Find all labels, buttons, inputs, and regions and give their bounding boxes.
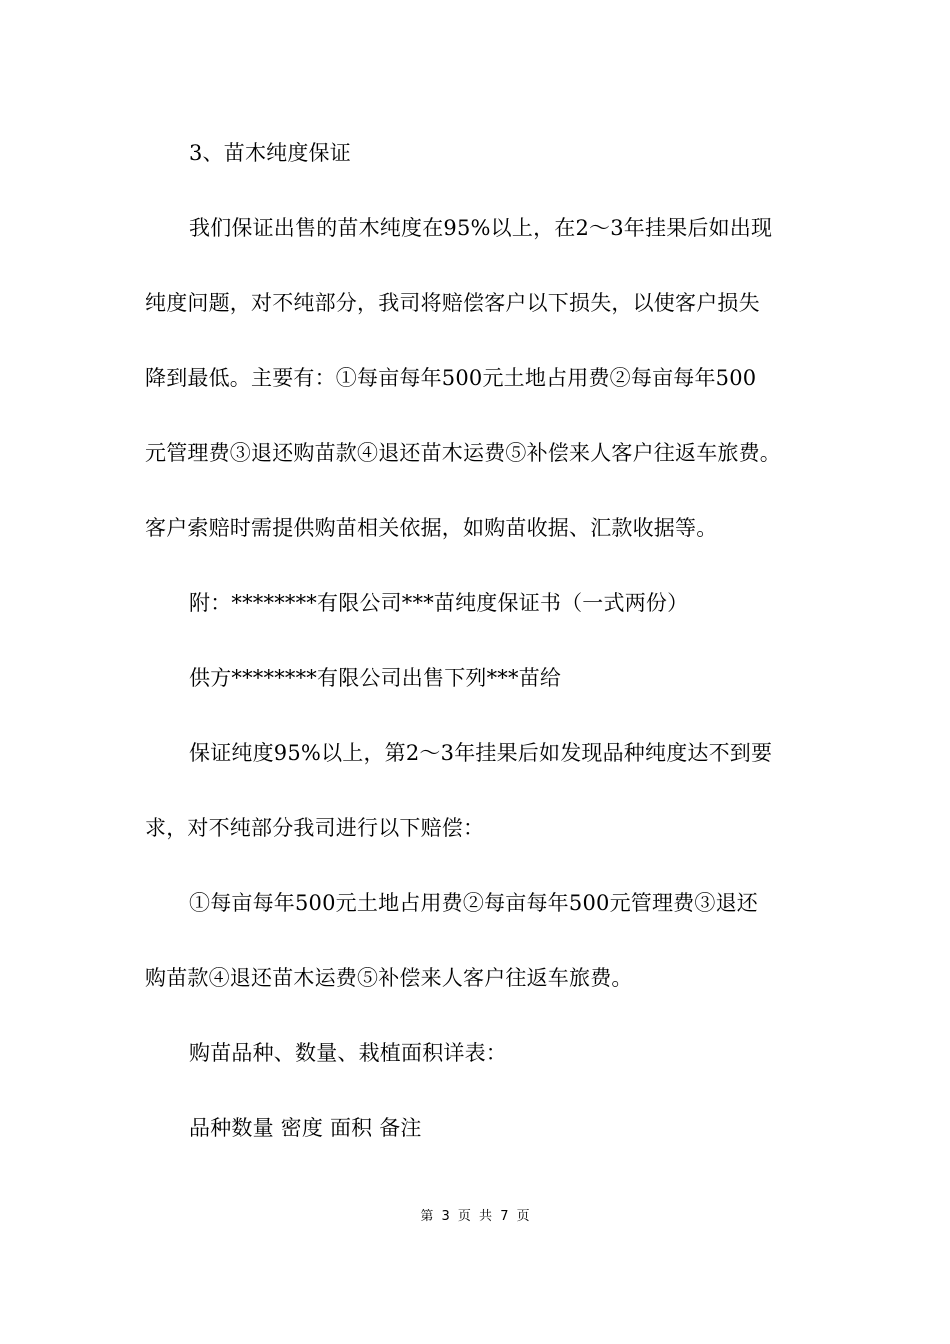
paragraph-line: 元管理费③退还购苗款④退还苗木运费⑤补偿来人客户往返车旅费。 (145, 441, 781, 465)
paragraph-line: 我们保证出售的苗木纯度在95%以上，在2～3年挂果后如出现 (189, 216, 773, 240)
paragraph-line: 纯度问题，对不纯部分，我司将赔偿客户以下损失，以使客户损失 (145, 291, 760, 315)
page-number-footer: 第 3 页 共 7 页 (420, 1209, 530, 1224)
paragraph-line: 客户索赔时需提供购苗相关依据，如购苗收据、汇款收据等。 (145, 516, 718, 540)
paragraph-line: 供方********有限公司出售下列***苗给 (189, 666, 562, 690)
section-heading: 3、苗木纯度保证 (189, 141, 351, 165)
paragraph-line: 购苗款④退还苗木运费⑤补偿来人客户往返车旅费。 (145, 966, 633, 990)
appendix-title: 附：********有限公司***苗纯度保证书（一式两份） (189, 591, 689, 615)
paragraph-line: 求，对不纯部分我司进行以下赔偿： (145, 816, 485, 840)
table-header-line: 品种数量 密度 面积 备注 (189, 1116, 422, 1140)
paragraph-line: 购苗品种、数量、栽植面积详表： (189, 1041, 507, 1065)
paragraph-line: 降到最低。主要有：①每亩每年500元土地占用费②每亩每年500 (145, 366, 757, 390)
paragraph-line: 保证纯度95%以上，第2～3年挂果后如发现品种纯度达不到要 (189, 741, 773, 765)
paragraph-line: ①每亩每年500元土地占用费②每亩每年500元管理费③退还 (189, 891, 758, 915)
